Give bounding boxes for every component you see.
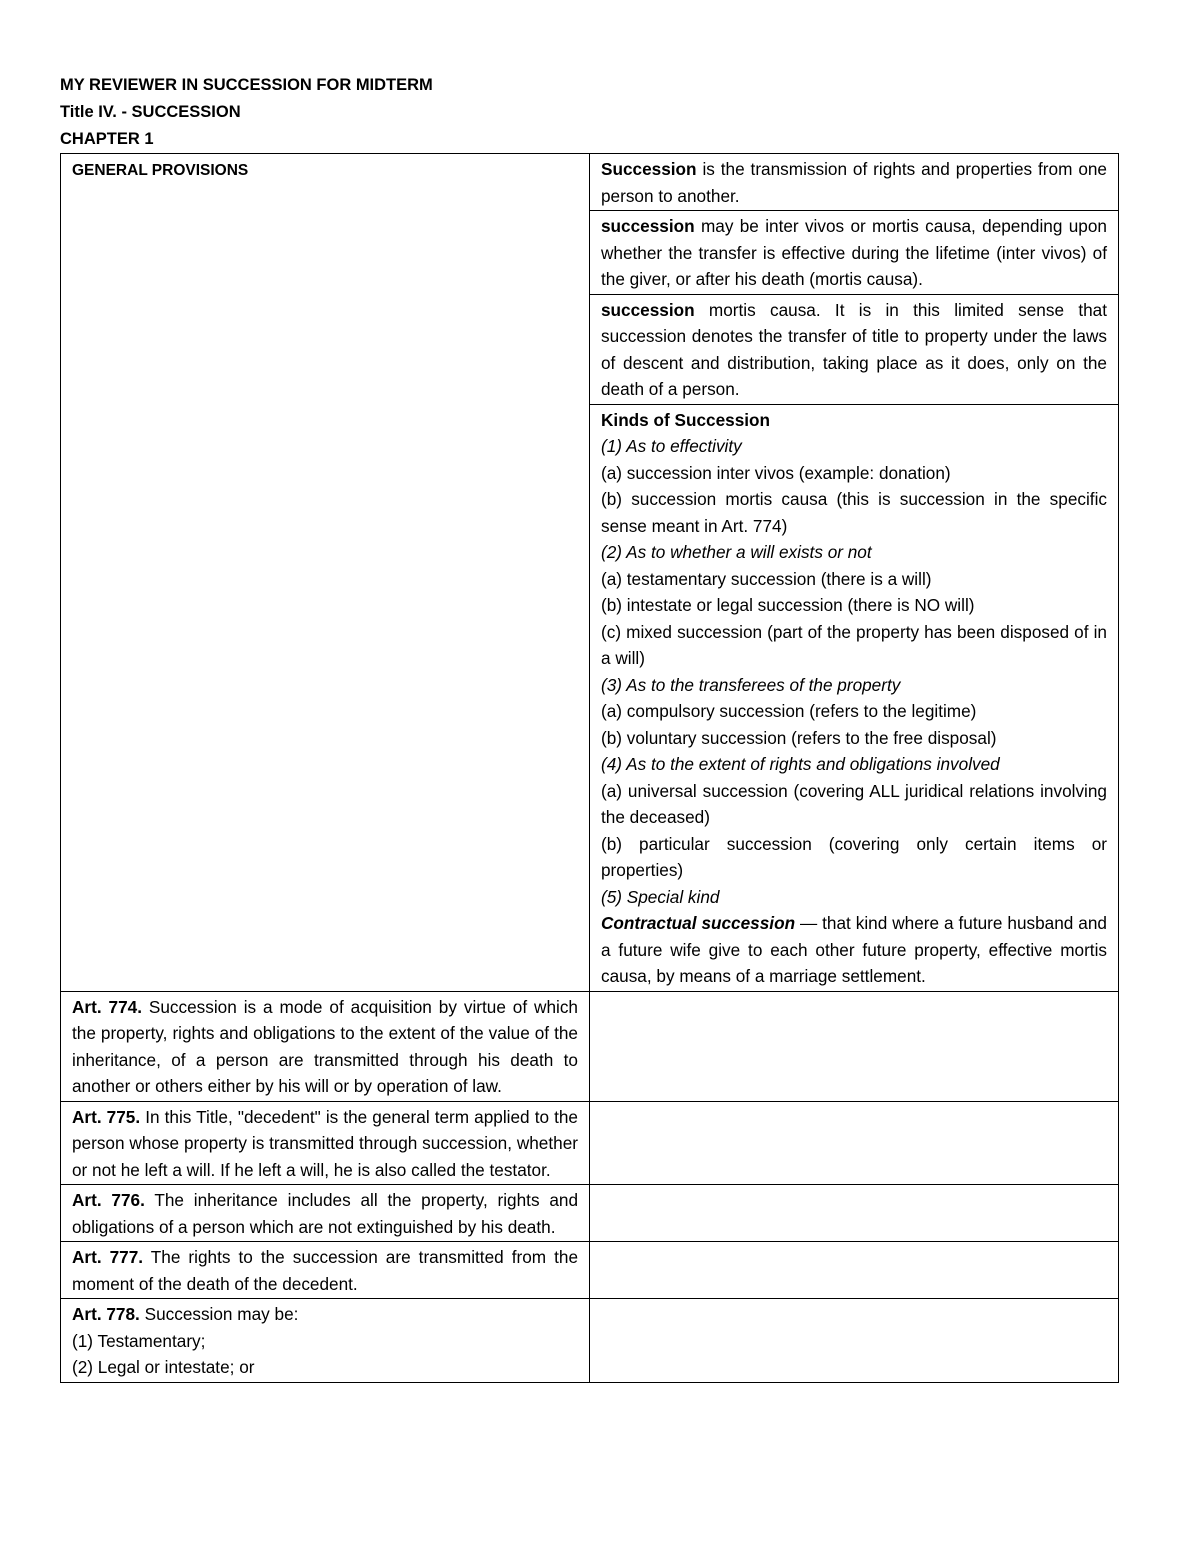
kind-item: Contractual succession — that kind where a future husband and a future wife give to each other future property, effective mortis causa, by means of a marriage settlement. bbox=[601, 913, 1107, 986]
article-label: Art. 776. bbox=[72, 1190, 145, 1210]
article-label: Art. 778. bbox=[72, 1304, 140, 1324]
table-row bbox=[61, 1299, 1119, 1383]
kind-item: (b) succession mortis causa (this is succession in the specific sense meant in Art. 774) bbox=[601, 489, 1107, 536]
kind-subheading: (2) As to whether a will exists or not bbox=[601, 542, 872, 562]
kind-item: (b) intestate or legal succession (there is NO will) bbox=[601, 595, 975, 615]
article-label: Art. 774. bbox=[72, 996, 142, 1017]
definition-cell: succession mortis causa. It is in this limited sense that succession denotes the transfer of title to property under the laws of descent and distribution, taking place as it does, only on the death of a person. bbox=[590, 294, 1119, 404]
table-row bbox=[61, 1101, 1119, 1185]
reviewer-table bbox=[60, 153, 1119, 1383]
kind-item: (a) testamentary succession (there is a will) bbox=[601, 568, 932, 589]
notes-cell bbox=[590, 1101, 1119, 1185]
kind-item: (a) universal succession (covering ALL juridical relations involving the deceased) bbox=[601, 780, 1107, 827]
definition-cell: succession may be inter vivos or mortis causa, depending upon whether the transfer is effective during the lifetime (inter vivos) of the giver, or after his death (mortis causa). bbox=[590, 211, 1119, 295]
kinds-of-succession-cell bbox=[590, 404, 1119, 991]
kind-item: (c) mixed succession (part of the property has been disposed of in a will) bbox=[601, 621, 1107, 668]
kind-item: (a) succession inter vivos (example: donation) bbox=[601, 462, 951, 483]
document-page bbox=[60, 72, 1118, 1383]
article-cell: Art. 775. In this Title, "decedent" is the general term applied to the person whose property is transmitted through succession, whether or not he left a will. If he left a will, he is also called the testator. bbox=[61, 1101, 590, 1185]
table-row bbox=[61, 991, 1119, 1101]
article-cell: Art. 778. Succession may be: (1) Testamentary; (2) Legal or intestate; or bbox=[61, 1299, 590, 1383]
article-item: (1) Testamentary; bbox=[72, 1330, 206, 1351]
article-item: (2) Legal or intestate; or bbox=[72, 1357, 255, 1377]
notes-cell bbox=[590, 1242, 1119, 1299]
kinds-heading: Kinds of Succession bbox=[601, 409, 771, 430]
kind-item: (b) particular succession (covering only certain items or properties) bbox=[601, 833, 1107, 880]
kind-subheading: (3) As to the transferees of the property bbox=[601, 674, 901, 695]
article-label: Art. 777. bbox=[72, 1247, 144, 1267]
table-row bbox=[61, 1185, 1119, 1242]
chapter-heading: CHAPTER 1 bbox=[60, 130, 154, 148]
article-cell: Art. 777. The rights to the succession are transmitted from the moment of the death of the decedent. bbox=[61, 1242, 590, 1299]
table-row bbox=[61, 1242, 1119, 1299]
title-heading: Title IV. - SUCCESSION bbox=[60, 103, 241, 121]
kind-subheading: (1) As to effectivity bbox=[601, 436, 742, 456]
kind-subheading: (5) Special kind bbox=[601, 886, 720, 907]
kind-item: (b) voluntary succession (refers to the free disposal) bbox=[601, 727, 997, 748]
article-cell: Art. 774. Succession is a mode of acquisition by virtue of which the property, rights and obligations to the extent of the value of the inheritance, of a person are transmitted through his death to another or others either by his will or by operation of law. bbox=[61, 991, 590, 1101]
article-label: Art. 775. bbox=[72, 1106, 141, 1127]
kind-item: (a) compulsory succession (refers to the legitime) bbox=[601, 701, 977, 721]
general-provisions-heading: GENERAL PROVISIONS bbox=[72, 162, 249, 179]
general-provisions-cell bbox=[61, 154, 590, 992]
table-row bbox=[61, 154, 1119, 211]
kind-subheading: (4) As to the extent of rights and obligations involved bbox=[601, 754, 1000, 774]
article-cell: Art. 776. The inheritance includes all the property, rights and obligations of a person which are not extinguished by his death. bbox=[61, 1185, 590, 1242]
definition-cell: Succession is the transmission of rights and properties from one person to another. bbox=[590, 154, 1119, 211]
notes-cell bbox=[590, 1299, 1119, 1383]
document-title: MY REVIEWER IN SUCCESSION FOR MIDTERM bbox=[60, 76, 433, 94]
notes-cell bbox=[590, 1185, 1119, 1242]
notes-cell bbox=[590, 991, 1119, 1101]
